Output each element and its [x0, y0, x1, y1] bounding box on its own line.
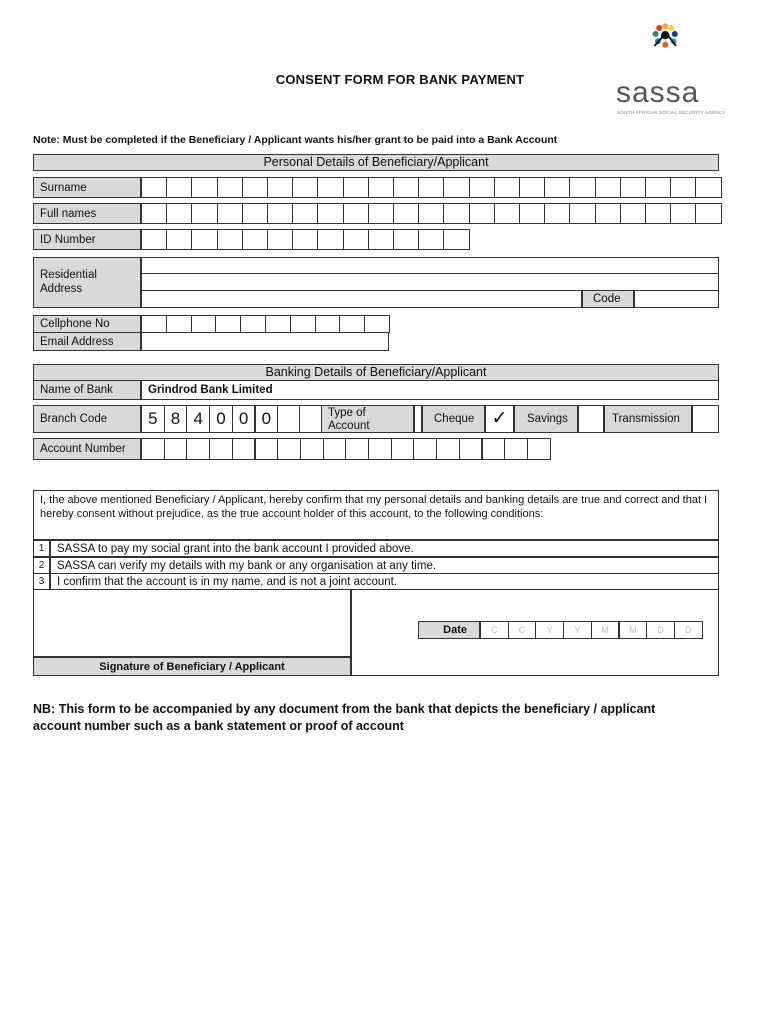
form-note: Note: Must be completed if the Beneficiary / Applicant wants his/her grant to be paid into a Bank Account [33, 134, 558, 146]
char-cell[interactable] [569, 203, 595, 224]
char-cell[interactable] [368, 229, 394, 250]
cheque-label: Cheque [422, 405, 485, 433]
date-placeholder-cell[interactable]: M [619, 621, 648, 639]
date-placeholder-cell[interactable]: D [674, 621, 703, 639]
char-cell[interactable] [315, 315, 341, 333]
char-cell[interactable] [620, 203, 646, 224]
char-cell[interactable] [292, 203, 318, 224]
char-cell[interactable] [436, 438, 460, 460]
personal-section-heading: Personal Details of Beneficiary/Applicant [33, 154, 719, 171]
char-cell[interactable] [166, 177, 192, 198]
char-cell[interactable] [620, 177, 646, 198]
char-cell[interactable] [232, 438, 256, 460]
char-cell[interactable] [166, 203, 192, 224]
condition-number: 1 [33, 540, 50, 557]
char-cell[interactable] [393, 229, 419, 250]
char-cell[interactable] [418, 203, 444, 224]
char-cell[interactable] [166, 229, 192, 250]
date-label: Date [418, 621, 480, 639]
branch-digit-cell[interactable]: 4 [186, 405, 210, 433]
code-label: Code [582, 290, 634, 308]
char-cell[interactable] [544, 203, 570, 224]
char-cell[interactable] [209, 438, 233, 460]
char-cell[interactable] [544, 177, 570, 198]
char-cell[interactable] [277, 438, 301, 460]
savings-checkbox[interactable] [578, 405, 604, 433]
char-cell[interactable] [317, 177, 343, 198]
char-cell[interactable] [141, 203, 167, 224]
char-cell[interactable] [595, 203, 621, 224]
char-cell[interactable] [527, 438, 551, 460]
char-cell[interactable] [242, 177, 268, 198]
account-type-label [321, 405, 414, 433]
char-cell[interactable] [215, 315, 241, 333]
surname-label: Surname [33, 177, 141, 198]
char-cell[interactable] [391, 438, 415, 460]
char-cell[interactable] [519, 203, 545, 224]
condition-number: 2 [33, 557, 50, 574]
char-cell[interactable] [443, 203, 469, 224]
bank-name-label: Name of Bank [33, 380, 141, 400]
address-label [33, 257, 141, 308]
address-line-3-input[interactable] [141, 290, 582, 308]
char-cell[interactable] [418, 177, 444, 198]
char-cell[interactable] [469, 203, 495, 224]
signature-label: Signature of Beneficiary / Applicant [33, 657, 351, 676]
char-cell[interactable] [443, 177, 469, 198]
char-cell[interactable] [299, 405, 322, 433]
char-cell[interactable] [504, 438, 528, 460]
transmission-checkbox[interactable] [692, 405, 719, 433]
char-cell[interactable] [186, 438, 210, 460]
char-cell[interactable] [217, 177, 243, 198]
char-cell[interactable] [695, 203, 721, 224]
char-cell[interactable] [166, 315, 192, 333]
char-cell[interactable] [595, 177, 621, 198]
branch-digit-cell[interactable]: 5 [141, 405, 165, 433]
char-cell[interactable] [494, 177, 520, 198]
char-cell[interactable] [323, 438, 347, 460]
address-label-line1: Residential [40, 269, 97, 281]
char-cell[interactable] [670, 203, 696, 224]
char-cell[interactable] [290, 315, 316, 333]
char-cell[interactable] [343, 229, 369, 250]
char-cell[interactable] [393, 177, 419, 198]
form-title: CONSENT FORM FOR BANK PAYMENT [275, 72, 525, 87]
char-cell[interactable] [339, 315, 365, 333]
char-cell[interactable] [255, 438, 279, 460]
date-placeholder-cell[interactable]: Y [535, 621, 564, 639]
date-placeholder-cell[interactable]: Y [563, 621, 592, 639]
char-cell[interactable] [292, 229, 318, 250]
char-cell[interactable] [695, 177, 721, 198]
banking-section-heading: Banking Details of Beneficiary/Applicant [33, 364, 719, 381]
char-cell[interactable] [240, 315, 266, 333]
char-cell[interactable] [267, 177, 293, 198]
char-cell[interactable] [267, 203, 293, 224]
char-cell[interactable] [141, 229, 167, 250]
char-cell[interactable] [368, 203, 394, 224]
char-cell[interactable] [443, 229, 469, 250]
char-cell[interactable] [413, 438, 437, 460]
email-input[interactable] [141, 332, 389, 351]
postal-code-input[interactable] [634, 290, 719, 308]
signature-box[interactable] [33, 589, 351, 657]
char-cell[interactable] [141, 177, 167, 198]
char-cell[interactable] [164, 438, 188, 460]
condition-text: I confirm that the account is in my name, and is not a joint account. [50, 573, 719, 590]
cellphone-label: Cellphone No [33, 315, 141, 333]
char-cell[interactable] [393, 203, 419, 224]
char-cell[interactable] [364, 315, 390, 333]
date-placeholder-cell[interactable]: D [646, 621, 675, 639]
nb-footer-note: NB: This form to be accompanied by any document from the bank that depicts the beneficiary / applicant account number such as a bank statement or proof of account [33, 702, 656, 733]
branch-digit-cell[interactable]: 0 [232, 405, 256, 433]
id-number-label: ID Number [33, 229, 141, 250]
date-placeholder-cell[interactable]: C [508, 621, 537, 639]
cheque-checkbox[interactable]: ✓ [485, 405, 514, 433]
char-cell[interactable] [418, 229, 444, 250]
account-type-line2: Account [328, 420, 370, 432]
char-cell[interactable] [469, 177, 495, 198]
char-cell[interactable] [191, 315, 217, 333]
char-cell[interactable] [191, 203, 217, 224]
branch-digit-cell[interactable]: 8 [164, 405, 188, 433]
char-cell[interactable] [343, 177, 369, 198]
fullnames-label: Full names [33, 203, 141, 224]
address-label-line2: Address [40, 283, 83, 295]
date-placeholder-cell[interactable]: M [591, 621, 620, 639]
branch-digit-cell[interactable]: 0 [255, 405, 279, 433]
char-cell[interactable] [317, 229, 343, 250]
char-cell[interactable] [368, 438, 392, 460]
char-cell[interactable] [217, 203, 243, 224]
char-cell[interactable] [265, 315, 291, 333]
char-cell[interactable] [242, 203, 268, 224]
char-cell[interactable] [277, 405, 300, 433]
char-cell[interactable] [141, 315, 167, 333]
char-cell[interactable] [368, 177, 394, 198]
char-cell[interactable] [482, 438, 506, 460]
address-line-2-input[interactable] [141, 273, 719, 291]
char-cell[interactable] [267, 229, 293, 250]
branch-digit-cell[interactable]: 0 [209, 405, 233, 433]
branch-code-label: Branch Code [33, 405, 141, 433]
email-label: Email Address [33, 332, 141, 351]
bank-name-value[interactable]: Grindrod Bank Limited [141, 380, 719, 400]
char-cell[interactable] [345, 438, 369, 460]
char-cell[interactable] [292, 177, 318, 198]
date-placeholder-cell[interactable]: C [480, 621, 509, 639]
char-cell[interactable] [519, 177, 545, 198]
sassa-logo-icon [612, 22, 722, 82]
char-cell[interactable] [141, 438, 165, 460]
char-cell[interactable] [459, 438, 483, 460]
condition-text: SASSA can verify my details with my bank or any organisation at any time. [50, 557, 719, 574]
char-cell[interactable] [217, 229, 243, 250]
char-cell[interactable] [645, 203, 671, 224]
char-cell[interactable] [569, 177, 595, 198]
account-type-line1: Type of [328, 407, 366, 419]
condition-text: SASSA to pay my social grant into the bank account I provided above. [50, 540, 719, 557]
savings-label: Savings [514, 405, 578, 433]
consent-statement: I, the above mentioned Beneficiary / Applicant, hereby confirm that my personal details and banking details are true and correct and that I hereby consent without prejudice, as the true account holder of this account, to the following conditions: [33, 490, 719, 540]
char-cell[interactable] [242, 229, 268, 250]
char-cell[interactable] [343, 203, 369, 224]
char-cell[interactable] [494, 203, 520, 224]
char-cell[interactable] [300, 438, 324, 460]
condition-number: 3 [33, 573, 50, 590]
account-number-label: Account Number [33, 438, 141, 460]
char-cell[interactable] [191, 229, 217, 250]
logo-wordmark: sassa [616, 76, 700, 109]
char-cell[interactable] [670, 177, 696, 198]
char-cell[interactable] [645, 177, 671, 198]
account-type-spacer [414, 405, 422, 433]
char-cell[interactable] [317, 203, 343, 224]
address-line-1-input[interactable] [141, 257, 719, 274]
logo-subtitle: SOUTH AFRICAN SOCIAL SECURITY AGENCY [617, 110, 726, 115]
char-cell[interactable] [191, 177, 217, 198]
transmission-label: Transmission [604, 405, 692, 433]
